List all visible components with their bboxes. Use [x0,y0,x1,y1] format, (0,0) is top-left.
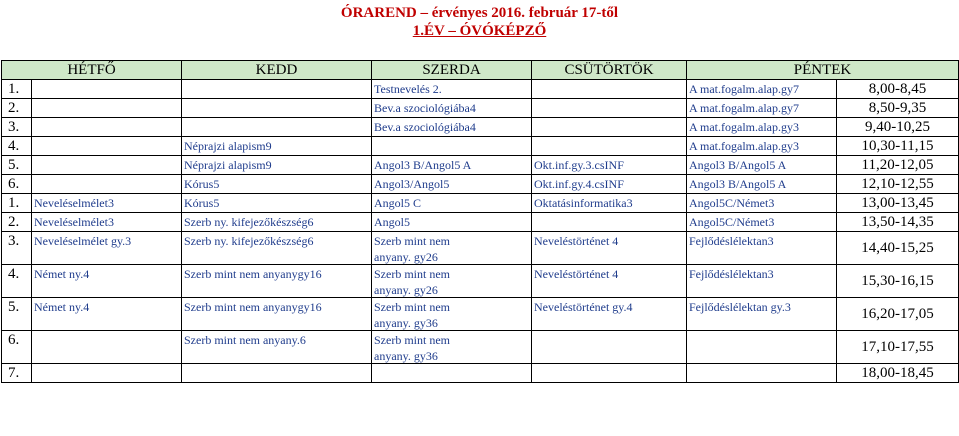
cell-line: Szerb mint nem [374,234,450,248]
time-cell: 13,00-13,45 [837,194,959,213]
tuesday-cell: Szerb mint nem anyanygy16 [182,298,372,331]
time-cell: 13,50-14,35 [837,213,959,232]
wednesday-cell: Angol3/Angol5 [372,175,532,194]
monday-cell: Neveléselmélet3 [32,194,182,213]
row-number: 1. [2,80,32,99]
table-row [2,232,959,265]
thursday-cell: Neveléstörténet 4 [532,232,687,265]
tuesday-cell [182,364,372,383]
tuesday-cell: Szerb ny. kifejezőkészség6 [182,213,372,232]
day-header-wednesday: SZERDA [372,61,532,80]
table-row [2,118,959,137]
row-number: 5. [2,298,32,331]
time-cell: 15,30-16,15 [837,265,959,298]
cell-line: anyany. gy26 [374,283,438,297]
monday-cell: Német ny.4 [32,298,182,331]
row-number: 5. [2,156,32,175]
thursday-cell [532,213,687,232]
monday-cell [32,331,182,364]
friday-cell: Angol5C/Német3 [687,194,837,213]
timetable [1,60,959,383]
time-cell: 14,40-15,25 [837,232,959,265]
row-number: 1. [2,194,32,213]
day-header-thursday: CSÜTÖRTÖK [532,61,687,80]
table-row [2,156,959,175]
thursday-cell: Neveléstörténet gy.4 [532,298,687,331]
friday-cell [687,331,837,364]
time-cell: 8,00-8,45 [837,80,959,99]
tuesday-cell: Kórus5 [182,194,372,213]
friday-cell: Fejlődéslélektan3 [687,265,837,298]
thursday-cell: Okt.inf.gy.4.csINF [532,175,687,194]
wednesday-cell [372,331,532,364]
wednesday-cell [372,137,532,156]
table-row [2,265,959,298]
row-number: 2. [2,213,32,232]
wednesday-cell [372,298,532,331]
friday-cell: A mat.fogalm.alap.gy7 [687,80,837,99]
row-number: 2. [2,99,32,118]
monday-cell [32,99,182,118]
thursday-cell [532,137,687,156]
friday-cell: Fejlődéslélektan3 [687,232,837,265]
time-cell: 12,10-12,55 [837,175,959,194]
header-row [2,61,959,80]
time-cell: 11,20-12,05 [837,156,959,175]
thursday-cell [532,364,687,383]
table-row [2,80,959,99]
tuesday-cell [182,118,372,137]
tuesday-cell: Szerb ny. kifejezőkészség6 [182,232,372,265]
table-row [2,194,959,213]
tuesday-cell: Szerb mint nem anyany.6 [182,331,372,364]
tuesday-cell [182,99,372,118]
friday-cell: Angol3 B/Angol5 A [687,156,837,175]
day-header-friday: PÉNTEK [687,61,959,80]
wednesday-cell: Bev.a szociológiába4 [372,118,532,137]
thursday-cell: Oktatásinformatika3 [532,194,687,213]
time-cell: 9,40-10,25 [837,118,959,137]
row-number: 3. [2,232,32,265]
wednesday-cell [372,364,532,383]
time-cell: 17,10-17,55 [837,331,959,364]
tuesday-cell: Szerb mint nem anyanygy16 [182,265,372,298]
time-cell: 18,00-18,45 [837,364,959,383]
time-cell: 8,50-9,35 [837,99,959,118]
thursday-cell: Okt.inf.gy.3.csINF [532,156,687,175]
cell-line: Szerb mint nem [374,333,450,347]
page-subtitle: 1.ÉV – ÓVÓKÉPZŐ [412,23,547,39]
row-number: 4. [2,137,32,156]
monday-cell [32,156,182,175]
table-row [2,298,959,331]
wednesday-cell [372,232,532,265]
thursday-cell [532,99,687,118]
thursday-cell: Neveléstörténet 4 [532,265,687,298]
table-row [2,99,959,118]
friday-cell: A mat.fogalm.alap.gy3 [687,118,837,137]
row-number: 4. [2,265,32,298]
wednesday-cell: Angol5 [372,213,532,232]
tuesday-cell [182,80,372,99]
cell-line: anyany. gy36 [374,349,438,363]
tuesday-cell: Néprajzi alapism9 [182,137,372,156]
table-row [2,213,959,232]
friday-cell: Angol3 B/Angol5 A [687,175,837,194]
thursday-cell [532,80,687,99]
friday-cell: A mat.fogalm.alap.gy3 [687,137,837,156]
monday-cell: Német ny.4 [32,265,182,298]
row-number: 6. [2,175,32,194]
friday-cell [687,364,837,383]
monday-cell [32,175,182,194]
monday-cell [32,137,182,156]
monday-cell [32,364,182,383]
cell-line: Szerb mint nem [374,267,450,281]
wednesday-cell: Angol3 B/Angol5 A [372,156,532,175]
table-row [2,175,959,194]
page-title: ÓRAREND – érvényes 2016. február 17-től [340,5,619,21]
friday-cell: Fejlődéslélektan gy.3 [687,298,837,331]
thursday-cell [532,118,687,137]
monday-cell [32,80,182,99]
wednesday-cell: Angol5 C [372,194,532,213]
wednesday-cell: Bev.a szociológiába4 [372,99,532,118]
wednesday-cell: Testnevelés 2. [372,80,532,99]
tuesday-cell: Kórus5 [182,175,372,194]
monday-cell [32,118,182,137]
cell-line: Szerb mint nem [374,300,450,314]
friday-cell: A mat.fogalm.alap.gy7 [687,99,837,118]
day-header-monday: HÉTFŐ [2,61,182,80]
monday-cell: Neveléselmélet gy.3 [32,232,182,265]
time-cell: 10,30-11,15 [837,137,959,156]
cell-line: anyany. gy26 [374,250,438,264]
row-number: 7. [2,364,32,383]
table-row [2,137,959,156]
table-row [2,364,959,383]
row-number: 6. [2,331,32,364]
friday-cell: Angol5C/Német3 [687,213,837,232]
row-number: 3. [2,118,32,137]
wednesday-cell [372,265,532,298]
day-header-tuesday: KEDD [182,61,372,80]
cell-line: anyany. gy36 [374,316,438,330]
thursday-cell [532,331,687,364]
tuesday-cell: Néprajzi alapism9 [182,156,372,175]
time-cell: 16,20-17,05 [837,298,959,331]
table-row [2,331,959,364]
monday-cell: Neveléselmélet3 [32,213,182,232]
